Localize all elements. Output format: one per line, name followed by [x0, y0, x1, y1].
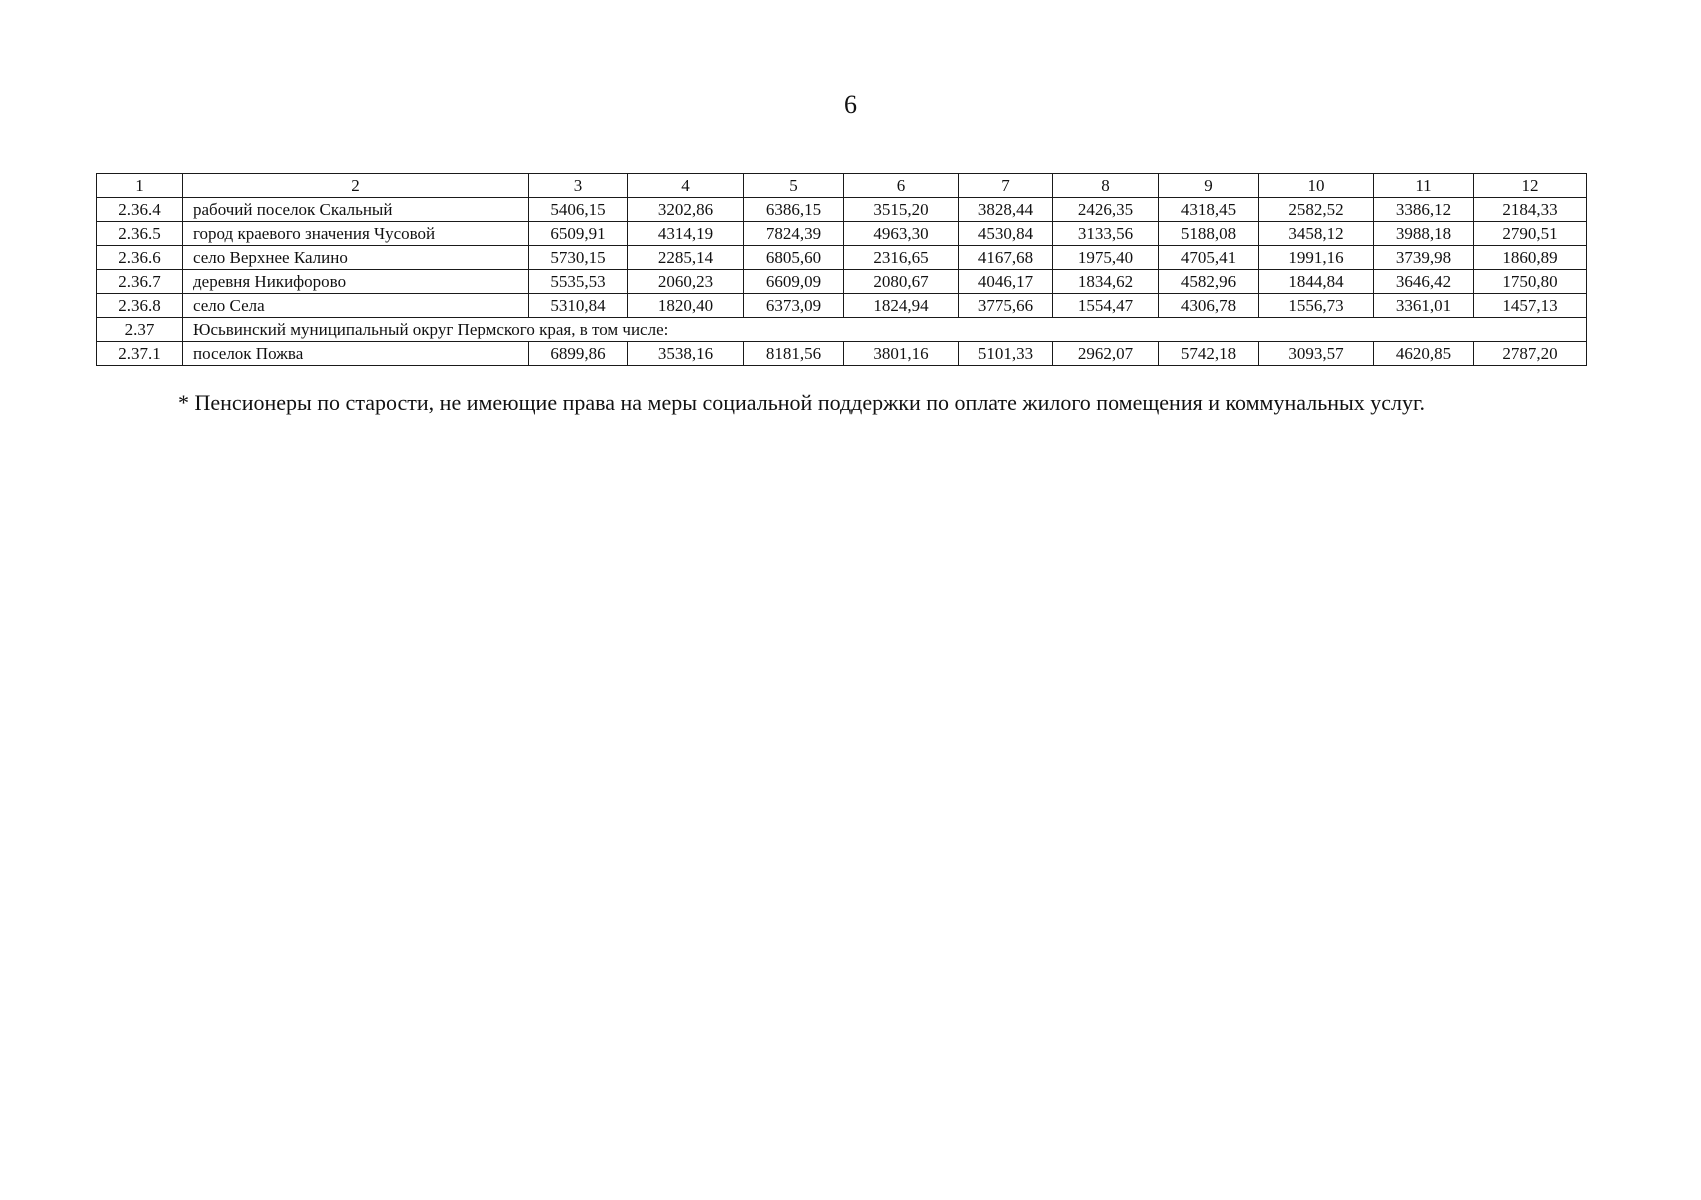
row-name-cell: рабочий поселок Скальный: [183, 198, 529, 222]
row-name-cell: поселок Пожва: [183, 342, 529, 366]
row-value-cell: 1556,73: [1259, 294, 1374, 318]
row-value-cell: 2060,23: [628, 270, 744, 294]
table-row: [97, 222, 1587, 246]
row-value-cell: 3801,16: [844, 342, 959, 366]
footnote: * Пенсионеры по старости, не имеющие права на меры социальной поддержки по оплате жилого помещения и коммунальных услуг.: [178, 390, 1426, 415]
table-header-row: [97, 174, 1587, 198]
table-row: [97, 270, 1587, 294]
row-value-cell: 4620,85: [1374, 342, 1474, 366]
row-code-cell: 2.36.6: [97, 246, 183, 270]
header-cell: 12: [1474, 174, 1587, 198]
row-value-cell: 6609,09: [744, 270, 844, 294]
row-value-cell: 6509,91: [529, 222, 628, 246]
row-code-cell: 2.37.1: [97, 342, 183, 366]
row-value-cell: 1991,16: [1259, 246, 1374, 270]
table-row: [97, 294, 1587, 318]
row-value-cell: 3988,18: [1374, 222, 1474, 246]
row-value-cell: 4705,41: [1159, 246, 1259, 270]
row-value-cell: 3775,66: [959, 294, 1053, 318]
row-name-cell: село Села: [183, 294, 529, 318]
header-cell: 3: [529, 174, 628, 198]
row-value-cell: 4306,78: [1159, 294, 1259, 318]
row-name-cell: село Верхнее Калино: [183, 246, 529, 270]
row-value-cell: 3828,44: [959, 198, 1053, 222]
row-value-cell: 1824,94: [844, 294, 959, 318]
row-value-cell: 3739,98: [1374, 246, 1474, 270]
row-value-cell: 3386,12: [1374, 198, 1474, 222]
row-value-cell: 2962,07: [1053, 342, 1159, 366]
row-value-cell: 1834,62: [1053, 270, 1159, 294]
header-cell: 9: [1159, 174, 1259, 198]
row-value-cell: 1457,13: [1474, 294, 1587, 318]
tariff-table: [96, 173, 1587, 366]
row-value-cell: 2787,20: [1474, 342, 1587, 366]
row-value-cell: 2285,14: [628, 246, 744, 270]
row-value-cell: 2790,51: [1474, 222, 1587, 246]
row-value-cell: 2426,35: [1053, 198, 1159, 222]
row-value-cell: 1860,89: [1474, 246, 1587, 270]
row-value-cell: 2184,33: [1474, 198, 1587, 222]
row-value-cell: 2582,52: [1259, 198, 1374, 222]
row-value-cell: 3515,20: [844, 198, 959, 222]
row-value-cell: 6373,09: [744, 294, 844, 318]
row-value-cell: 1750,80: [1474, 270, 1587, 294]
row-code-cell: 2.36.8: [97, 294, 183, 318]
header-cell: 5: [744, 174, 844, 198]
row-value-cell: 2316,65: [844, 246, 959, 270]
row-value-cell: 6805,60: [744, 246, 844, 270]
row-value-cell: 5188,08: [1159, 222, 1259, 246]
page-number: 6: [844, 90, 857, 119]
row-value-cell: 5406,15: [529, 198, 628, 222]
header-cell: 7: [959, 174, 1053, 198]
row-value-cell: 3646,42: [1374, 270, 1474, 294]
row-value-cell: 4530,84: [959, 222, 1053, 246]
row-value-cell: 4582,96: [1159, 270, 1259, 294]
row-code-cell: 2.36.7: [97, 270, 183, 294]
row-name-cell: город краевого значения Чусовой: [183, 222, 529, 246]
header-cell: 6: [844, 174, 959, 198]
row-value-cell: 5730,15: [529, 246, 628, 270]
row-value-cell: 3133,56: [1053, 222, 1159, 246]
row-value-cell: 5310,84: [529, 294, 628, 318]
row-value-cell: 3361,01: [1374, 294, 1474, 318]
table-row: [97, 342, 1587, 366]
row-code-cell: 2.36.5: [97, 222, 183, 246]
header-cell: 11: [1374, 174, 1474, 198]
row-value-cell: 1820,40: [628, 294, 744, 318]
header-cell: 4: [628, 174, 744, 198]
table-row: [97, 198, 1587, 222]
row-value-cell: 5535,53: [529, 270, 628, 294]
row-value-cell: 4318,45: [1159, 198, 1259, 222]
row-value-cell: 1554,47: [1053, 294, 1159, 318]
row-name-cell: Юсьвинский муниципальный округ Пермского края, в том числе:: [183, 318, 1587, 342]
row-value-cell: 6386,15: [744, 198, 844, 222]
row-value-cell: 4167,68: [959, 246, 1053, 270]
row-code-cell: 2.36.4: [97, 198, 183, 222]
row-code-cell: 2.37: [97, 318, 183, 342]
row-value-cell: 3538,16: [628, 342, 744, 366]
header-cell: 2: [183, 174, 529, 198]
row-value-cell: 7824,39: [744, 222, 844, 246]
table-row: [97, 318, 1587, 342]
header-cell: 1: [97, 174, 183, 198]
row-value-cell: 1975,40: [1053, 246, 1159, 270]
row-value-cell: 1844,84: [1259, 270, 1374, 294]
row-value-cell: 5742,18: [1159, 342, 1259, 366]
row-value-cell: 5101,33: [959, 342, 1053, 366]
row-value-cell: 6899,86: [529, 342, 628, 366]
row-value-cell: 2080,67: [844, 270, 959, 294]
row-value-cell: 8181,56: [744, 342, 844, 366]
table-row: [97, 246, 1587, 270]
header-cell: 8: [1053, 174, 1159, 198]
row-value-cell: 3458,12: [1259, 222, 1374, 246]
row-value-cell: 4963,30: [844, 222, 959, 246]
row-value-cell: 4314,19: [628, 222, 744, 246]
row-value-cell: 3093,57: [1259, 342, 1374, 366]
row-name-cell: деревня Никифорово: [183, 270, 529, 294]
row-value-cell: 4046,17: [959, 270, 1053, 294]
header-cell: 10: [1259, 174, 1374, 198]
row-value-cell: 3202,86: [628, 198, 744, 222]
